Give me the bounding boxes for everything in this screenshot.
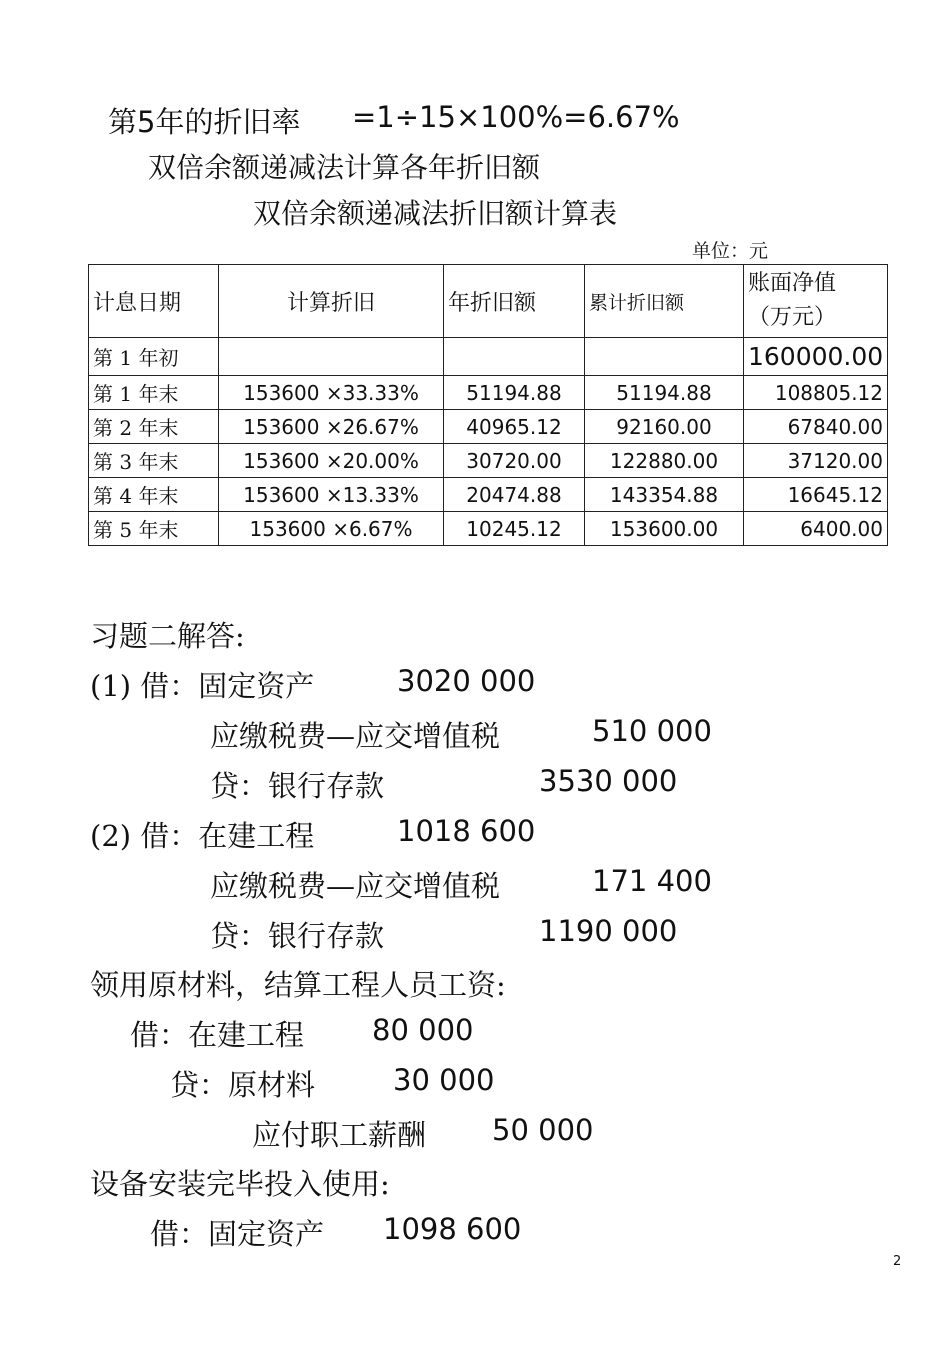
table-row xyxy=(89,444,888,478)
cell-annual: 40965.12 xyxy=(444,410,585,444)
entry-text: 贷：原材料 xyxy=(170,1068,316,1102)
table-row xyxy=(89,478,888,512)
entry-amount: 1098 600 xyxy=(383,1212,522,1246)
cell-book-value: 37120.00 xyxy=(744,444,888,478)
cell-date: 第 3 年末 xyxy=(89,444,219,478)
answer-heading: 习题二解答: xyxy=(90,619,245,653)
table-row xyxy=(89,338,888,376)
cell-annual: 10245.12 xyxy=(444,512,585,546)
cell-book-value: 16645.12 xyxy=(744,478,888,512)
cell-accum xyxy=(585,338,744,376)
header-calc: 计算折旧 xyxy=(219,265,444,338)
cell-date: 第 1 年末 xyxy=(89,376,219,410)
cell-calc: 153600 ×26.67% xyxy=(219,410,444,444)
unit-label: 单位：元 xyxy=(692,240,769,262)
cell-date: 第 4 年末 xyxy=(89,478,219,512)
table-header-row xyxy=(89,265,888,338)
cell-accum: 122880.00 xyxy=(585,444,744,478)
cell-date: 第 5 年末 xyxy=(89,512,219,546)
entry-amount: 510 000 xyxy=(592,714,712,748)
entry-amount: 1018 600 xyxy=(397,814,536,848)
entry-text: (2) 借：在建工程 xyxy=(90,819,315,853)
entry-text: 借：在建工程 xyxy=(130,1018,305,1052)
cell-date: 第 2 年末 xyxy=(89,410,219,444)
cell-calc: 153600 ×6.67% xyxy=(219,512,444,546)
header-book-value xyxy=(744,265,888,338)
table-row xyxy=(89,410,888,444)
subtitle: 双倍余额递减法计算各年折旧额 xyxy=(148,151,541,184)
header-accum: 累计折旧额 xyxy=(585,265,744,338)
cell-calc: 153600 ×33.33% xyxy=(219,376,444,410)
entry-text: 贷：银行存款 xyxy=(210,919,385,953)
header-book-value-line1: 账面净值 xyxy=(748,271,837,296)
cell-annual xyxy=(444,338,585,376)
entry-text: 贷：银行存款 xyxy=(210,769,385,803)
entry-amount: 3020 000 xyxy=(397,664,536,698)
cell-annual: 20474.88 xyxy=(444,478,585,512)
cell-calc: 153600 ×13.33% xyxy=(219,478,444,512)
entry-text: (1) 借：固定资产 xyxy=(90,669,315,703)
entry-amount: 1190 000 xyxy=(539,914,678,948)
page-number: 2 xyxy=(893,1254,902,1269)
cell-book-value: 160000.00 xyxy=(744,338,888,376)
cell-book-value: 108805.12 xyxy=(744,376,888,410)
table-row xyxy=(89,376,888,410)
rate-label: 第5年的折旧率 xyxy=(108,105,301,139)
header-annual: 年折旧额 xyxy=(444,265,585,338)
table-row xyxy=(89,512,888,546)
entry-text: 应付职工薪酬 xyxy=(252,1118,427,1152)
header-book-value-line2: （万元） xyxy=(748,305,837,330)
entry-text: 应缴税费—应交增值税 xyxy=(210,869,501,903)
cell-calc: 153600 ×20.00% xyxy=(219,444,444,478)
cell-calc xyxy=(219,338,444,376)
depreciation-table xyxy=(88,264,888,546)
rate-formula: =1÷15×100%=6.67% xyxy=(352,100,680,134)
cell-date: 第 1 年初 xyxy=(89,338,219,376)
entry-amount: 80 000 xyxy=(372,1013,474,1047)
cell-annual: 30720.00 xyxy=(444,444,585,478)
cell-book-value: 67840.00 xyxy=(744,410,888,444)
entry-text: 领用原材料，结算工程人员工资: xyxy=(90,968,506,1002)
cell-book-value: 6400.00 xyxy=(744,512,888,546)
cell-accum: 92160.00 xyxy=(585,410,744,444)
entry-amount: 30 000 xyxy=(393,1063,495,1097)
table-title: 双倍余额递减法折旧额计算表 xyxy=(253,197,618,230)
cell-accum: 153600.00 xyxy=(585,512,744,546)
cell-accum: 143354.88 xyxy=(585,478,744,512)
entry-amount: 50 000 xyxy=(492,1113,594,1147)
entry-amount: 3530 000 xyxy=(539,764,678,798)
entry-amount: 171 400 xyxy=(592,864,712,898)
cell-annual: 51194.88 xyxy=(444,376,585,410)
cell-accum: 51194.88 xyxy=(585,376,744,410)
entry-text: 设备安装完毕投入使用: xyxy=(90,1167,390,1201)
entry-text: 应缴税费—应交增值税 xyxy=(210,719,501,753)
entry-text: 借：固定资产 xyxy=(150,1217,325,1251)
header-date: 计息日期 xyxy=(89,265,219,338)
